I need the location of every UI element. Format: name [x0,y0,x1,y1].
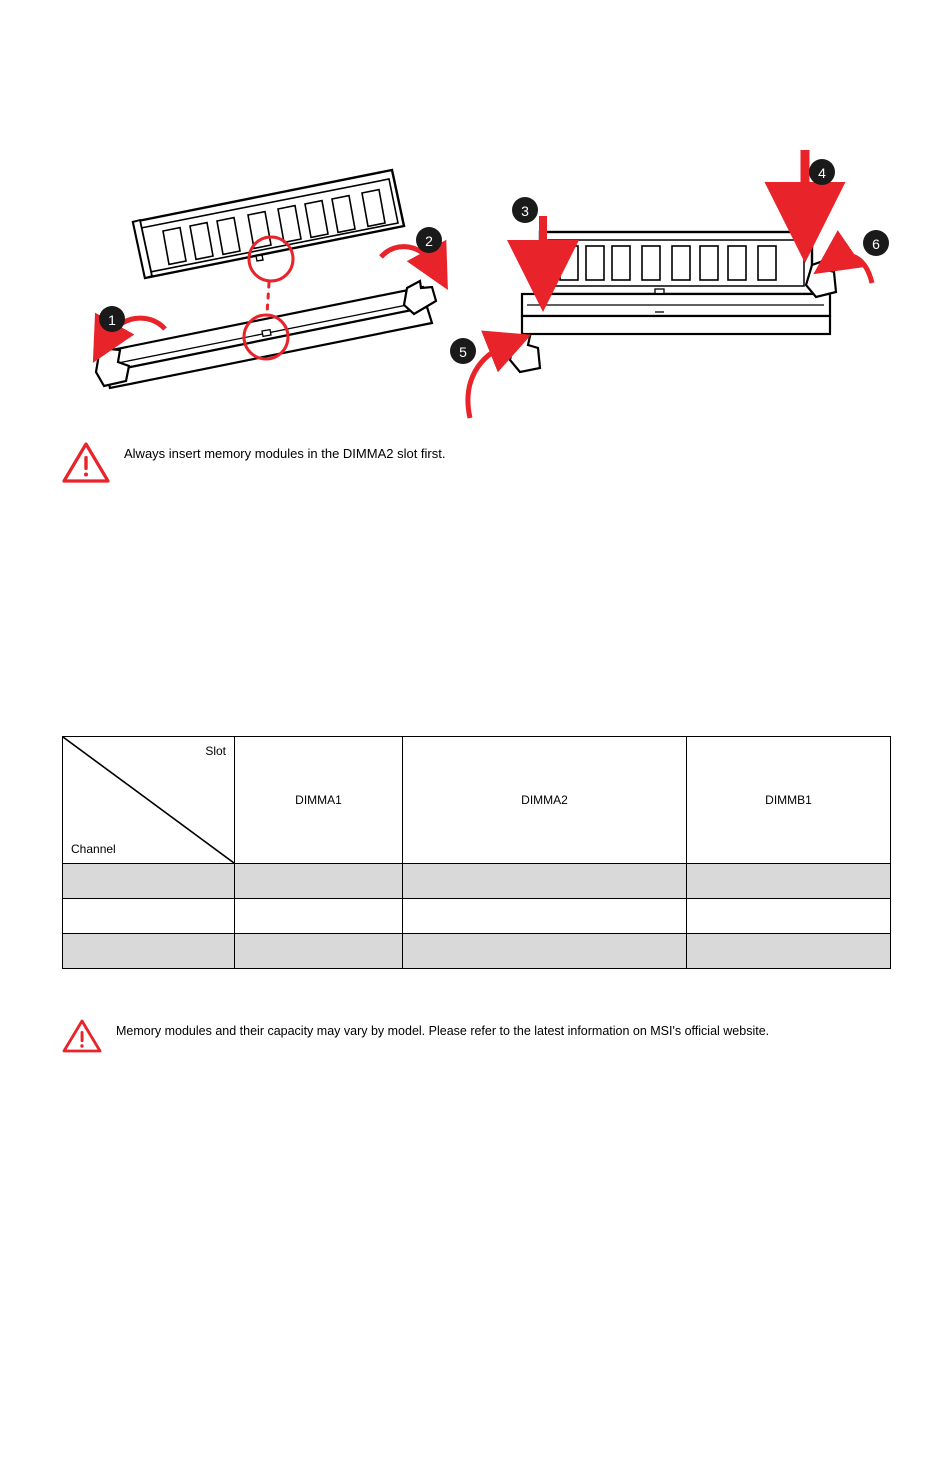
table-cell [403,864,687,899]
corner-bottom-left-label: Channel [71,842,116,856]
warning-text-1: Always insert memory modules in the DIMMA2 slot first. [124,446,446,461]
table-cell [687,934,891,969]
warning-block-1 [62,440,445,489]
table-cell [235,899,403,934]
corner-top-right-label: Slot [205,744,226,758]
warning-text-2: Memory modules and their capacity may vary by model. Please refer to the latest information on MSI's official website. [116,1024,770,1038]
table-header-row [63,737,891,864]
table-cell [63,899,235,934]
table-header-cell-2 [403,737,687,864]
right-dimm-module [540,232,812,295]
left-memory-slot [96,281,436,388]
table-row [63,864,891,899]
table-row [63,899,891,934]
table-cell [63,864,235,899]
table-row [63,934,891,969]
table-cell [403,899,687,934]
svg-text:2: 2 [425,233,433,249]
table-header-label-2: DIMMA2 [521,793,568,807]
svg-text:3: 3 [521,203,529,219]
svg-text:6: 6 [872,236,880,252]
svg-text:5: 5 [459,344,467,360]
table-header-cell-3 [687,737,891,864]
table-header-label-3: DIMMB1 [765,793,812,807]
svg-text:1: 1 [108,312,116,328]
table-cell [687,899,891,934]
svg-text:4: 4 [818,165,826,181]
callout-3 [512,197,538,223]
table-header-cell-1 [235,737,403,864]
table-cell [403,934,687,969]
callout-6 [863,230,889,256]
left-dimm-module [133,170,404,278]
memory-population-table [62,736,890,969]
callout-4 [809,159,835,185]
callout-2 [416,227,442,253]
table-cell [63,934,235,969]
warning-block-2 [62,1018,769,1059]
right-panel-clip-arrow-right [834,255,872,283]
callout-5 [450,338,476,364]
dimm-installation-figure [0,0,950,430]
table-header-label-1: DIMMA1 [295,793,342,807]
table-cell [235,934,403,969]
warning-triangle-icon [62,440,110,489]
table-cell [687,864,891,899]
table-cell [235,864,403,899]
figure-svg [0,0,950,430]
callout-1 [99,306,125,332]
table-corner-cell [63,737,235,864]
warning-triangle-icon [62,1018,102,1059]
